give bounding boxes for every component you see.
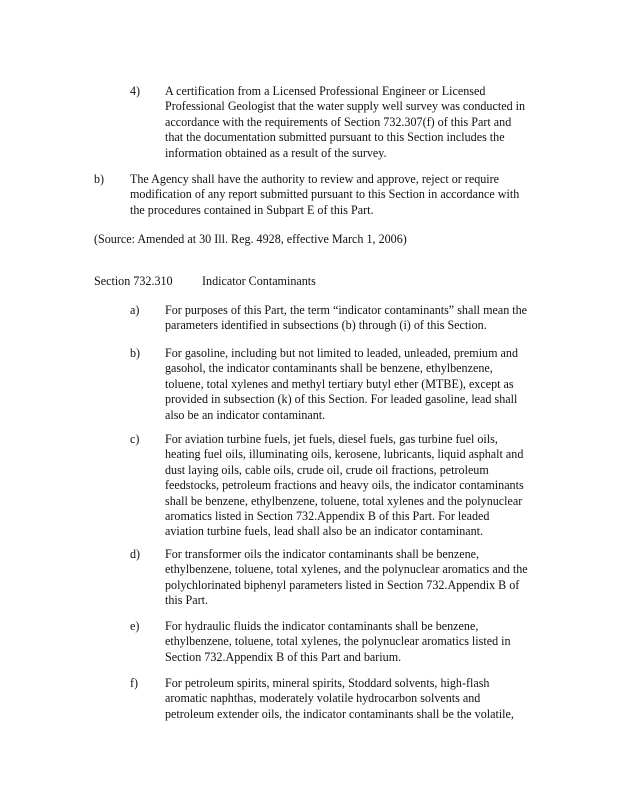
subsection-label: b)	[130, 346, 141, 360]
text-line: that the documentation submitted pursuant to this Section includes the	[165, 130, 505, 145]
text-line: also be an indicator contaminant.	[165, 407, 326, 422]
text-line: A certification from a Licensed Professional Engineer or Licensed	[165, 84, 486, 98]
text-line: petroleum extender oils, the indicator contaminants shall be the volatile,	[165, 706, 514, 721]
text-line: the procedures contained in Subpart E of this Part.	[130, 202, 374, 217]
text-line: heating fuel oils, illuminating oils, kerosene, lubricants, liquid asphalt and	[165, 447, 524, 462]
subsection-text	[165, 303, 565, 334]
subsection-text	[165, 619, 565, 665]
text-line: information obtained as a result of the survey.	[165, 145, 387, 160]
text-line: toluene, total xylenes and methyl tertiary butyl ether (MTBE), except as	[165, 376, 514, 391]
text-line: feedstocks, petroleum fractions and heavy oils, the indicator contaminants	[165, 478, 524, 493]
text-line: dust laying oils, cable oils, crude oil, crude oil fractions, petroleum	[165, 462, 489, 477]
subsection-label: c)	[130, 432, 140, 446]
text-line: aviation turbine fuels, lead shall also be an indicator contaminant.	[165, 524, 484, 539]
item-4-text	[165, 84, 565, 161]
subsection-label: a)	[130, 303, 140, 317]
text-line: For hydraulic fluids the indicator contaminants shall be benzene,	[165, 619, 479, 633]
text-line: aromatics listed in Section 732.Appendix B of this Part. For leaded	[165, 509, 490, 524]
text-line: shall be benzene, ethylbenzene, toluene, total xylenes and the polynuclear	[165, 493, 523, 508]
text-line: parameters identified in subsections (b) through (i) of this Section.	[165, 318, 487, 333]
text-line: Professional Geologist that the water supply well survey was conducted in	[165, 99, 526, 114]
text-line: aromatic naphthas, moderately volatile hydrocarbon solvents and	[165, 691, 481, 706]
text-line: ethylbenzene, toluene, total xylenes, and the polynuclear aromatics and the	[165, 562, 528, 577]
item-label: b)	[94, 172, 105, 186]
text-line: For gasoline, including but not limited to leaded, unleaded, premium and	[165, 346, 518, 360]
text-line: For purposes of this Part, the term “indicator contaminants” shall mean the	[165, 303, 528, 317]
text-line: modification of any report submitted pursuant to this Section in accordance with	[130, 187, 520, 202]
text-line: ethylbenzene, toluene, total xylenes, the polynuclear aromatics listed in	[165, 634, 511, 649]
item-label: 4)	[130, 84, 141, 98]
section-number: Section 732.310	[94, 274, 173, 288]
text-line: Section 732.Appendix B of this Part and barium.	[165, 649, 402, 664]
subsection-text	[165, 676, 565, 722]
subsection-label: f)	[130, 676, 139, 690]
text-line: this Part.	[165, 593, 209, 608]
text-line: provided in subsection (k) of this Section. For leaded gasoline, lead shall	[165, 392, 518, 407]
subsection-text	[165, 432, 565, 540]
text-line: gasohol, the indicator contaminants shall be benzene, ethylbenzene,	[165, 361, 493, 376]
subsection-text	[165, 346, 565, 423]
text-line: accordance with the requirements of Section 732.307(f) of this Part and	[165, 114, 512, 129]
subsection-label: e)	[130, 619, 140, 633]
text-line: For aviation turbine fuels, jet fuels, diesel fuels, gas turbine fuel oils,	[165, 432, 498, 446]
text-line: polychlorinated biphenyl parameters listed in Section 732.Appendix B of	[165, 577, 520, 592]
section-title: Indicator Contaminants	[202, 274, 316, 288]
subsection-text	[165, 547, 565, 609]
subsection-label: d)	[130, 547, 141, 561]
item-b-text	[130, 172, 570, 218]
text-line: For transformer oils the indicator contaminants shall be benzene,	[165, 547, 480, 561]
text-line: For petroleum spirits, mineral spirits, Stoddard solvents, high-flash	[165, 676, 490, 690]
text-line: The Agency shall have the authority to review and approve, reject or require	[130, 172, 500, 186]
source-note: (Source: Amended at 30 Ill. Reg. 4928, effective March 1, 2006)	[94, 232, 407, 246]
